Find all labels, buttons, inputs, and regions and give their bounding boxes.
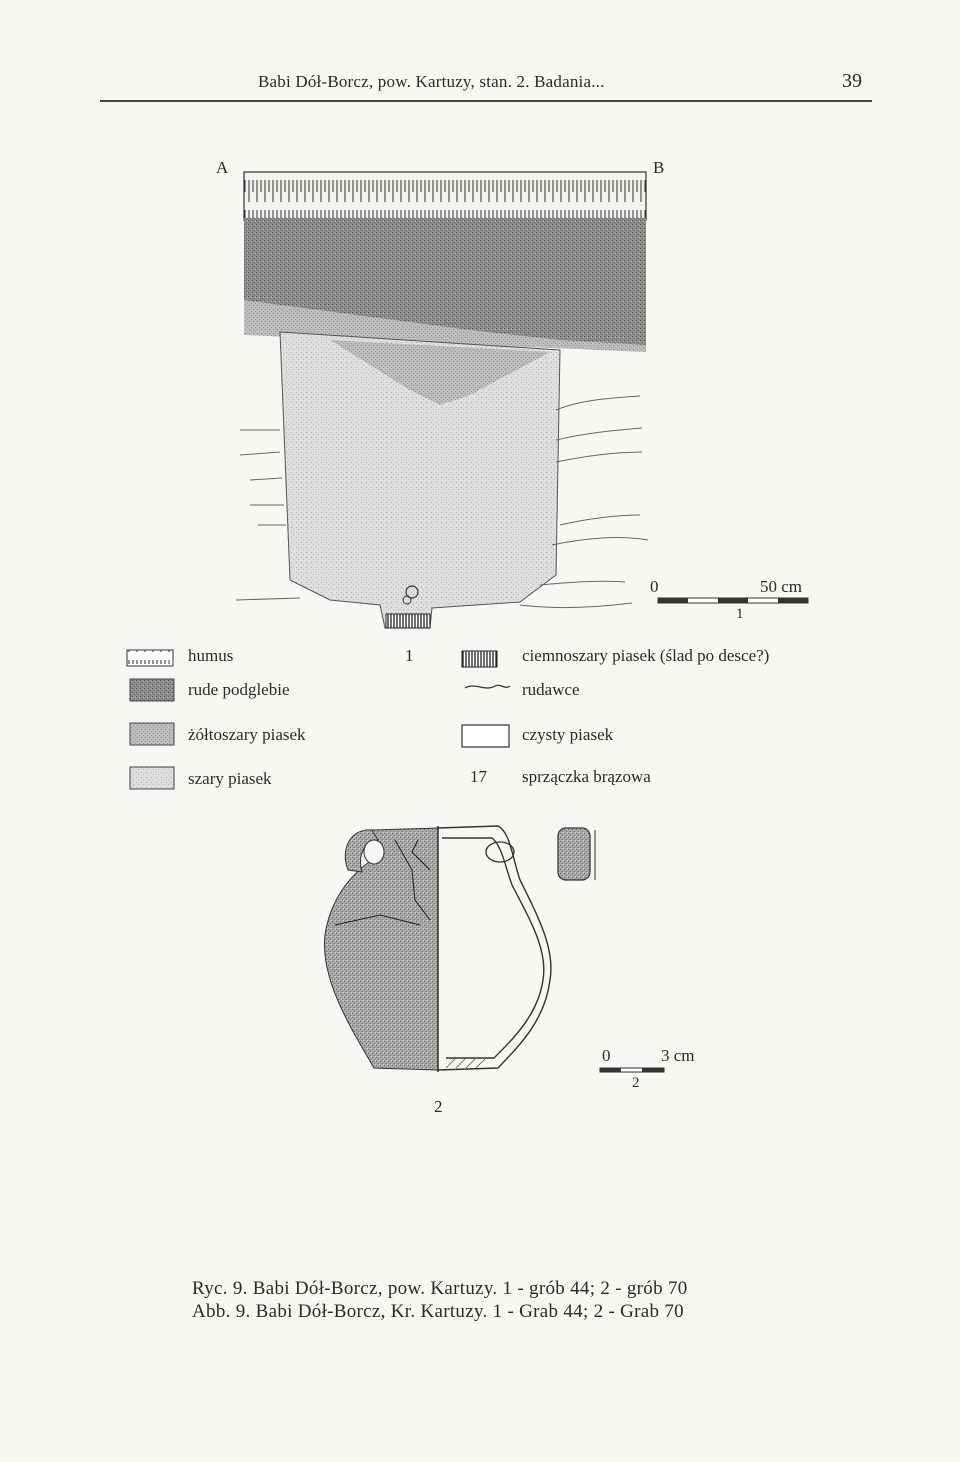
section-label-b: B bbox=[653, 158, 665, 177]
section-scale-end: 50 cm bbox=[760, 577, 803, 596]
legend-marker-17: 17 bbox=[470, 767, 487, 786]
section-label-a: A bbox=[216, 158, 229, 177]
vessel-drawing bbox=[324, 826, 664, 1072]
legend-rudawce: rudawce bbox=[522, 680, 580, 699]
legend-ciemnoszary-piasek: ciemnoszary piasek (ślad po desce?) bbox=[522, 646, 770, 665]
legend-sprzaczka-brazowa: sprzączka brązowa bbox=[522, 767, 651, 786]
legend-szary-piasek: szary piasek bbox=[188, 769, 272, 788]
legend-rude-podglebie: rude podglebie bbox=[188, 680, 290, 699]
page-number: 39 bbox=[842, 70, 862, 92]
caption-german: Abb. 9. Babi Dół-Borcz, Kr. Kartuzy. 1 - Grab 44; 2 - Grab 70 bbox=[192, 1301, 684, 1322]
feature-number: 1 bbox=[405, 646, 414, 665]
section-fig-number: 1 bbox=[736, 606, 744, 622]
running-title: Babi Dół-Borcz, pow. Kartuzy, stan. 2. Badania... bbox=[258, 72, 605, 91]
vessel-scale-end: 3 cm bbox=[661, 1046, 695, 1065]
legend-swatches bbox=[127, 650, 510, 789]
legend-czysty-piasek: czysty piasek bbox=[522, 725, 614, 744]
grave-section-drawing bbox=[236, 172, 808, 628]
caption-polish: Ryc. 9. Babi Dół-Borcz, pow. Kartuzy. 1 - grób 44; 2 - grób 70 bbox=[192, 1278, 688, 1299]
vessel-scale-fig-number: 2 bbox=[632, 1075, 640, 1091]
section-scale-start: 0 bbox=[650, 577, 659, 596]
legend-humus: humus bbox=[188, 646, 234, 665]
vessel-fig-number: 2 bbox=[434, 1097, 443, 1116]
vessel-scale-start: 0 bbox=[602, 1046, 611, 1065]
legend-zoltoszary-piasek: żółtoszary piasek bbox=[188, 725, 306, 744]
